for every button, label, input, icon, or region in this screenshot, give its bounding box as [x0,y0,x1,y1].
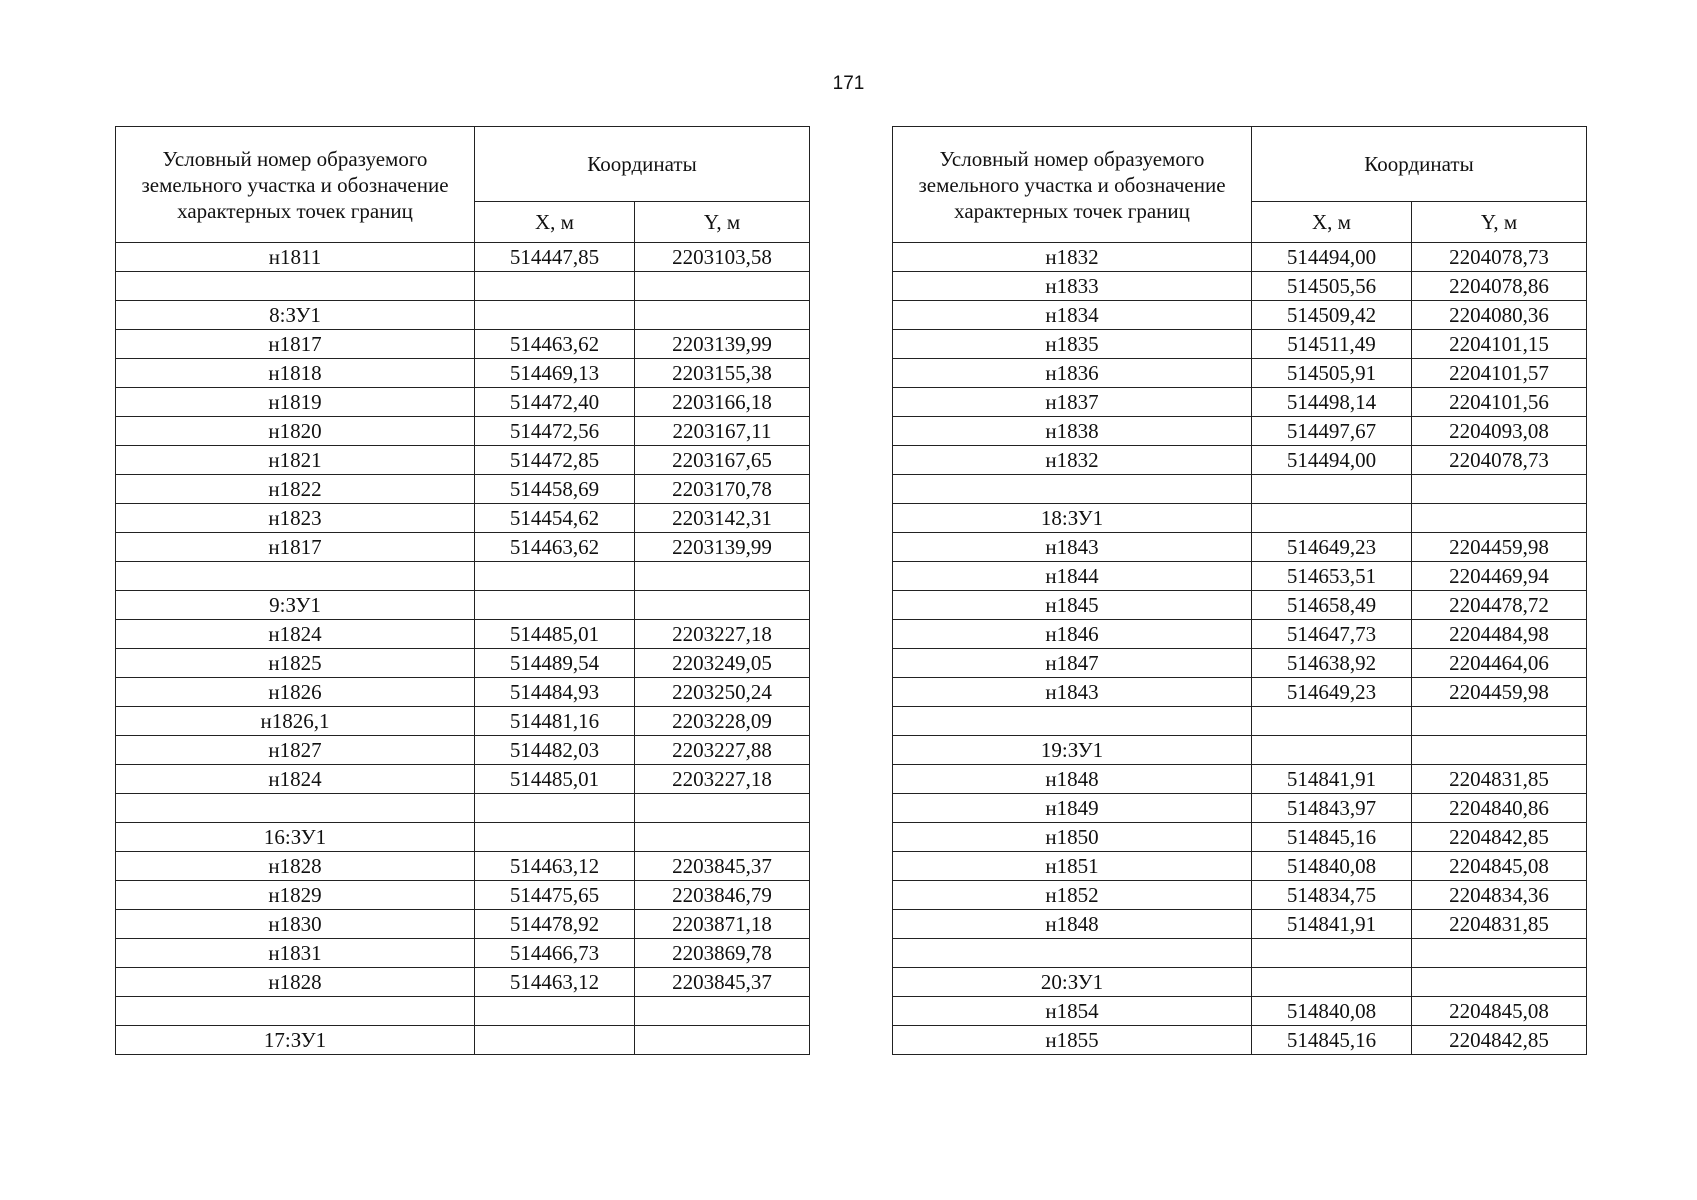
y-coordinate-cell: 2204078,73 [1412,243,1587,272]
point-name-cell: н1831 [116,939,475,968]
y-coordinate-cell: 2204459,98 [1412,533,1587,562]
y-coordinate-cell: 2203250,24 [635,678,810,707]
point-name-cell: 19:ЗУ1 [893,736,1252,765]
table-row [893,475,1587,504]
y-coordinate-cell [635,1026,810,1055]
point-name-cell [893,475,1252,504]
table-row [116,823,810,852]
y-coordinate-cell: 2203227,18 [635,765,810,794]
x-coordinate-cell [1252,504,1412,533]
y-coordinate-cell: 2204101,56 [1412,388,1587,417]
table-row [116,736,810,765]
point-name-cell: 9:ЗУ1 [116,591,475,620]
point-column-header: Условный номер образуемого земельного участка и обозначение характерных точек границ [116,127,475,243]
table-row [116,794,810,823]
point-name-cell: н1852 [893,881,1252,910]
point-name-cell: н1826 [116,678,475,707]
x-coordinate-cell: 514834,75 [1252,881,1412,910]
x-coordinate-cell [1252,939,1412,968]
y-coordinate-cell: 2203166,18 [635,388,810,417]
y-coordinate-cell: 2204469,94 [1412,562,1587,591]
point-name-cell: н1817 [116,533,475,562]
y-coordinate-cell: 2203228,09 [635,707,810,736]
point-name-cell: н1848 [893,910,1252,939]
table-row [116,852,810,881]
x-coordinate-cell: 514463,62 [475,330,635,359]
coordinates-table-right-body [893,243,1587,1055]
y-coordinate-cell: 2204093,08 [1412,417,1587,446]
table-row [116,446,810,475]
point-name-cell: н1821 [116,446,475,475]
point-name-cell: н1819 [116,388,475,417]
point-name-cell: н1826,1 [116,707,475,736]
point-name-cell [116,997,475,1026]
table-row [893,591,1587,620]
point-name-cell: н1843 [893,533,1252,562]
x-coordinate-cell [475,997,635,1026]
point-name-cell [116,562,475,591]
table-row [893,823,1587,852]
y-coordinate-cell: 2204831,85 [1412,765,1587,794]
x-coordinate-cell: 514458,69 [475,475,635,504]
point-name-cell: н1843 [893,678,1252,707]
x-coordinate-cell: 514472,40 [475,388,635,417]
y-coordinate-cell [1412,707,1587,736]
y-coordinate-cell: 2203227,18 [635,620,810,649]
x-coordinate-cell: 514478,92 [475,910,635,939]
x-coordinate-cell: 514497,67 [1252,417,1412,446]
y-coordinate-cell: 2204845,08 [1412,997,1587,1026]
point-name-cell: н1833 [893,272,1252,301]
table-row [116,388,810,417]
table-row [893,562,1587,591]
x-coordinate-cell: 514481,16 [475,707,635,736]
y-coordinate-cell: 2204101,57 [1412,359,1587,388]
point-name-cell: н1835 [893,330,1252,359]
coordinates-header: Координаты [475,127,810,202]
x-coordinate-cell: 514658,49 [1252,591,1412,620]
x-coordinate-cell: 514485,01 [475,620,635,649]
x-coordinate-cell [1252,707,1412,736]
point-name-cell: 8:ЗУ1 [116,301,475,330]
table-row [893,736,1587,765]
y-coordinate-cell: 2203155,38 [635,359,810,388]
y-coordinate-cell [1412,736,1587,765]
y-coordinate-cell: 2204078,86 [1412,272,1587,301]
point-name-cell: н1851 [893,852,1252,881]
x-coordinate-cell: 514649,23 [1252,533,1412,562]
x-coordinate-cell: 514469,13 [475,359,635,388]
y-coordinate-cell [1412,475,1587,504]
y-coordinate-cell [1412,939,1587,968]
y-coordinate-cell [635,997,810,1026]
x-coordinate-cell: 514466,73 [475,939,635,968]
point-name-cell: н1832 [893,243,1252,272]
y-coordinate-cell: 2204464,06 [1412,649,1587,678]
y-coordinate-cell [1412,504,1587,533]
y-coordinate-cell [635,562,810,591]
x-coordinate-cell: 514485,01 [475,765,635,794]
y-coordinate-cell: 2203846,79 [635,881,810,910]
x-coordinate-cell: 514845,16 [1252,823,1412,852]
x-coordinate-cell: 514484,93 [475,678,635,707]
x-coordinate-cell: 514494,00 [1252,446,1412,475]
point-name-cell: н1824 [116,620,475,649]
y-coordinate-cell: 2203871,18 [635,910,810,939]
table-row [116,359,810,388]
table-row [893,852,1587,881]
table-row [116,881,810,910]
point-name-cell: н1849 [893,794,1252,823]
point-name-cell: н1837 [893,388,1252,417]
x-coordinate-cell: 514494,00 [1252,243,1412,272]
x-coordinate-cell: 514472,56 [475,417,635,446]
x-coordinate-cell [475,301,635,330]
page-number: 171 [832,73,865,94]
coordinates-table-left [115,126,810,1055]
point-name-cell: н1848 [893,765,1252,794]
table-row [116,620,810,649]
point-name-cell [893,707,1252,736]
y-coordinate-cell: 2203249,05 [635,649,810,678]
point-name-cell: н1823 [116,504,475,533]
point-name-cell: н1836 [893,359,1252,388]
y-coordinate-cell [635,272,810,301]
y-coordinate-cell: 2204478,72 [1412,591,1587,620]
y-coordinate-cell: 2204834,36 [1412,881,1587,910]
table-row [893,446,1587,475]
x-coordinate-cell: 514482,03 [475,736,635,765]
y-column-header: Y, м [1412,202,1587,243]
y-coordinate-cell [1412,968,1587,997]
x-column-header: X, м [475,202,635,243]
x-coordinate-cell: 514653,51 [1252,562,1412,591]
table-row [893,243,1587,272]
y-coordinate-cell: 2204080,36 [1412,301,1587,330]
x-coordinate-cell: 514463,12 [475,852,635,881]
table-row [116,243,810,272]
point-name-cell: н1827 [116,736,475,765]
point-column-header: Условный номер образуемого земельного участка и обозначение характерных точек границ [893,127,1252,243]
y-coordinate-cell [635,301,810,330]
x-coordinate-cell: 514447,85 [475,243,635,272]
point-name-cell: н1829 [116,881,475,910]
point-name-cell: н1844 [893,562,1252,591]
x-coordinate-cell [475,272,635,301]
x-coordinate-cell [475,1026,635,1055]
point-name-cell: н1850 [893,823,1252,852]
y-coordinate-cell: 2203845,37 [635,968,810,997]
point-name-cell: 20:ЗУ1 [893,968,1252,997]
table-row [893,388,1587,417]
point-name-cell: н1832 [893,446,1252,475]
x-coordinate-cell: 514505,91 [1252,359,1412,388]
y-coordinate-cell: 2204078,73 [1412,446,1587,475]
x-coordinate-cell: 514511,49 [1252,330,1412,359]
point-name-cell: 16:ЗУ1 [116,823,475,852]
table-row [116,301,810,330]
table-row [893,359,1587,388]
table-row [116,707,810,736]
point-name-cell: н1855 [893,1026,1252,1055]
x-coordinate-cell [1252,475,1412,504]
table-row [893,881,1587,910]
y-coordinate-cell: 2204842,85 [1412,823,1587,852]
coordinates-header: Координаты [1252,127,1587,202]
x-coordinate-cell: 514841,91 [1252,910,1412,939]
y-coordinate-cell: 2204831,85 [1412,910,1587,939]
table-row [893,910,1587,939]
table-row [893,1026,1587,1055]
x-coordinate-cell: 514845,16 [1252,1026,1412,1055]
y-coordinate-cell: 2203167,65 [635,446,810,475]
point-name-cell: н1811 [116,243,475,272]
x-coordinate-cell: 514463,12 [475,968,635,997]
table-row [893,272,1587,301]
table-row [116,475,810,504]
point-name-cell: н1830 [116,910,475,939]
y-coordinate-cell: 2204842,85 [1412,1026,1587,1055]
y-coordinate-cell [635,794,810,823]
point-name-cell: н1854 [893,997,1252,1026]
table-row [893,620,1587,649]
x-coordinate-cell [1252,736,1412,765]
y-coordinate-cell: 2203142,31 [635,504,810,533]
x-coordinate-cell: 514505,56 [1252,272,1412,301]
table-row [116,939,810,968]
x-coordinate-cell: 514472,85 [475,446,635,475]
point-name-cell: н1825 [116,649,475,678]
table-row [893,707,1587,736]
table-row [116,591,810,620]
point-name-cell: 17:ЗУ1 [116,1026,475,1055]
x-coordinate-cell: 514649,23 [1252,678,1412,707]
x-coordinate-cell: 514498,14 [1252,388,1412,417]
point-name-cell: н1845 [893,591,1252,620]
table-row [893,794,1587,823]
x-coordinate-cell: 514840,08 [1252,997,1412,1026]
point-name-cell: н1847 [893,649,1252,678]
y-coordinate-cell: 2203227,88 [635,736,810,765]
table-row [893,968,1587,997]
x-column-header: X, м [1252,202,1412,243]
point-name-cell: н1820 [116,417,475,446]
x-coordinate-cell: 514463,62 [475,533,635,562]
y-coordinate-cell: 2203167,11 [635,417,810,446]
y-coordinate-cell: 2203869,78 [635,939,810,968]
x-coordinate-cell: 514840,08 [1252,852,1412,881]
x-coordinate-cell: 514475,65 [475,881,635,910]
table-row [893,533,1587,562]
table-row [116,765,810,794]
table-row [116,417,810,446]
table-row [893,678,1587,707]
point-name-cell: н1818 [116,359,475,388]
x-coordinate-cell [475,794,635,823]
table-row [893,649,1587,678]
table-row [116,330,810,359]
table-row [116,649,810,678]
y-column-header: Y, м [635,202,810,243]
y-coordinate-cell: 2204459,98 [1412,678,1587,707]
x-coordinate-cell [475,823,635,852]
y-coordinate-cell [635,591,810,620]
y-coordinate-cell: 2204845,08 [1412,852,1587,881]
table-row [116,504,810,533]
y-coordinate-cell: 2203170,78 [635,475,810,504]
point-name-cell: н1822 [116,475,475,504]
point-name-cell [116,794,475,823]
table-row [116,1026,810,1055]
x-coordinate-cell: 514489,54 [475,649,635,678]
point-name-cell: н1838 [893,417,1252,446]
x-coordinate-cell [475,562,635,591]
y-coordinate-cell [635,823,810,852]
y-coordinate-cell: 2203103,58 [635,243,810,272]
x-coordinate-cell [1252,968,1412,997]
point-name-cell: н1828 [116,852,475,881]
table-row [116,910,810,939]
y-coordinate-cell: 2204840,86 [1412,794,1587,823]
point-name-cell [893,939,1252,968]
table-row [116,968,810,997]
table-row [893,939,1587,968]
point-name-cell: н1828 [116,968,475,997]
y-coordinate-cell: 2203139,99 [635,533,810,562]
y-coordinate-cell: 2204484,98 [1412,620,1587,649]
table-row [116,997,810,1026]
x-coordinate-cell: 514841,91 [1252,765,1412,794]
table-row [893,417,1587,446]
table-row [116,272,810,301]
table-row [893,504,1587,533]
point-name-cell: 18:ЗУ1 [893,504,1252,533]
coordinates-table-left-body [116,243,810,1055]
coordinates-table-right [892,126,1587,1055]
table-row [893,301,1587,330]
table-row [893,997,1587,1026]
x-coordinate-cell [475,591,635,620]
table-row [116,533,810,562]
table-row [893,330,1587,359]
x-coordinate-cell: 514843,97 [1252,794,1412,823]
y-coordinate-cell: 2204101,15 [1412,330,1587,359]
x-coordinate-cell: 514638,92 [1252,649,1412,678]
point-name-cell: н1834 [893,301,1252,330]
y-coordinate-cell: 2203845,37 [635,852,810,881]
point-name-cell: н1846 [893,620,1252,649]
table-row [116,678,810,707]
table-row [116,562,810,591]
point-name-cell [116,272,475,301]
x-coordinate-cell: 514647,73 [1252,620,1412,649]
point-name-cell: н1824 [116,765,475,794]
x-coordinate-cell: 514509,42 [1252,301,1412,330]
table-row [893,765,1587,794]
point-name-cell: н1817 [116,330,475,359]
x-coordinate-cell: 514454,62 [475,504,635,533]
y-coordinate-cell: 2203139,99 [635,330,810,359]
